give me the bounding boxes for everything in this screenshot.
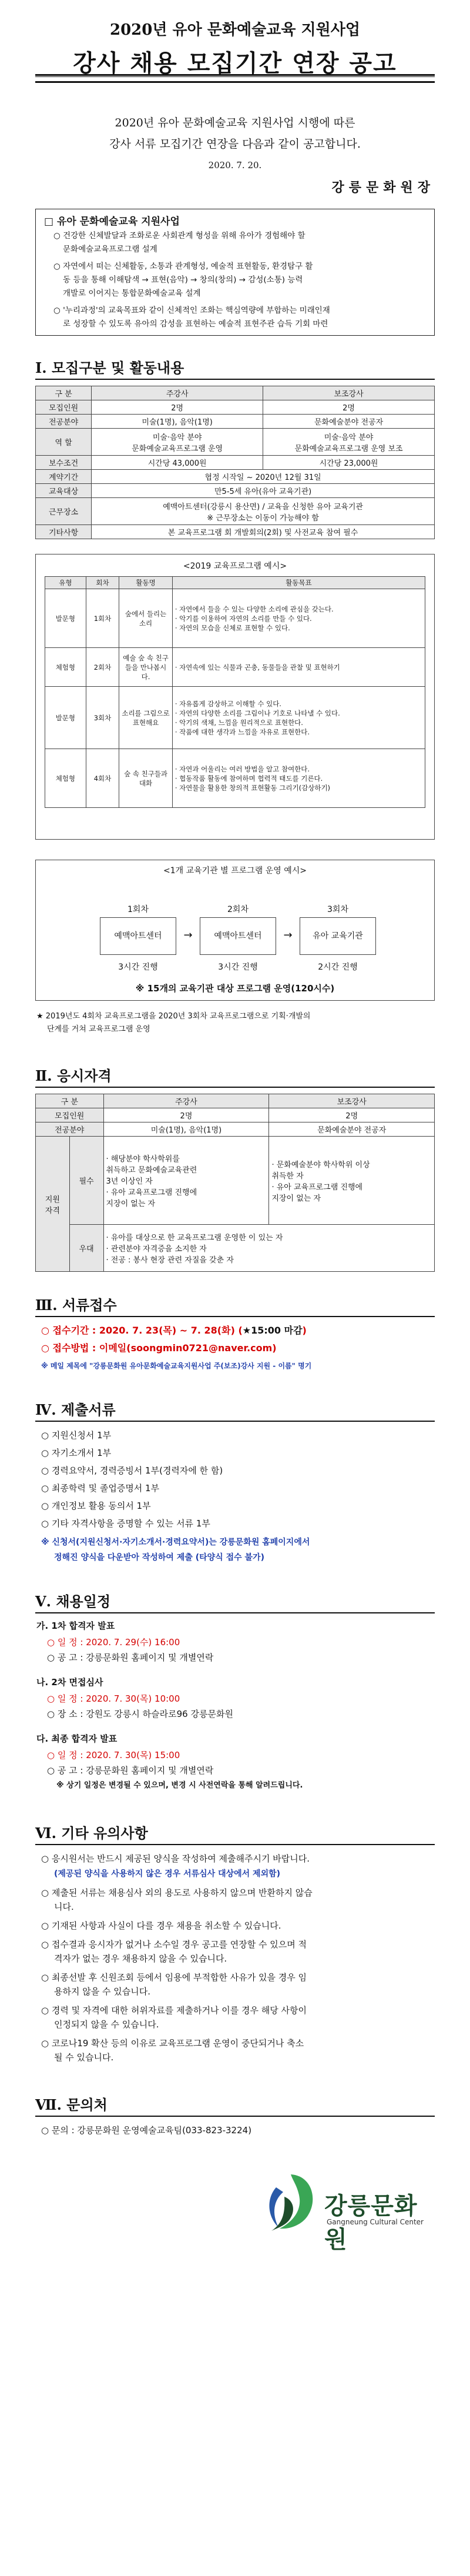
section-6-title: Ⅵ. 기타 유의사항 (35, 1825, 148, 1842)
table-cell: 전공분야 (36, 1122, 104, 1137)
program-cell: 3회차 (86, 687, 119, 749)
program-row (45, 687, 425, 749)
section-6-rule (35, 1844, 435, 1845)
apply-mail-note: ※ 메일 제목에 "강릉문화원 유아문화예술교육지원사업 주(보조)강사 지원 - 이름" 명기 (41, 1362, 312, 1370)
box-item: ○ 자연에서 떠는 신체활동, 소통과 관계형성, 예술적 표현활동, 환경탐구 활 (53, 262, 313, 271)
table-cell: 미술·음악 분야 문화예술교육프로그램 운영 (92, 429, 263, 456)
table-row (36, 498, 435, 525)
table-cell: 만5-5세 유아(유아 교육기관) (92, 484, 435, 498)
flow-place-1: 예맥아트센터 (100, 917, 176, 955)
contact-info: ○ 문의 : 강릉문화원 운영예술교육팀(033-823-3224) (41, 2125, 252, 2136)
table-row (36, 525, 435, 539)
program-cell: 소리를 그림으로 표현해요 (119, 687, 173, 749)
recruit-table (35, 386, 435, 539)
apply-period-close: ) (302, 1325, 307, 1336)
schedule-step-3: 다. 최종 합격자 발표 (36, 1733, 118, 1744)
title-rule-bottom (35, 81, 435, 83)
table-row (36, 1122, 435, 1137)
table-cell: 예맥아트센터(강릉시 용산면) / 교육을 신청한 유아 교육기관 ※ 근무장소는 이동이 가능해야 함 (92, 498, 435, 525)
table-cell: 미술(1명), 음악(1명) (92, 415, 263, 429)
caution-item: (제공된 양식을 사용하지 않은 경우 서류심사 대상에서 제외함) (54, 1869, 281, 1879)
table-cell: 협정 시작일 ~ 2020년 12월 31일 (92, 470, 435, 484)
program-cell: 예술 숲 속 친구들을 만나봅시다. (119, 648, 173, 687)
caution-item: ○ 경력 및 자격에 대한 허위자료를 제출하거나 이를 경우 해당 사항이 (41, 2005, 307, 2016)
schedule-notice-3: ○ 공 고 : 강릉문화원 홈페이지 및 개별연락 (47, 1765, 214, 1776)
gangneung-cultural-center-logo (258, 2170, 435, 2253)
table-header-row (36, 386, 435, 400)
table-cell: 2명 (263, 400, 435, 415)
schedule-date-text: ○ 일 정 : 2020. 7. 30(목) 15:00 (47, 1750, 180, 1760)
table-row (36, 1137, 435, 1225)
box-item: 로 성장할 수 있도록 유아의 감성을 표현하는 예술적 표현주관 습득 기회 마련 (63, 319, 328, 329)
table-row (36, 400, 435, 415)
caution-item: 인정되지 않을 수 있습니다. (54, 2019, 159, 2030)
document-item: ○ 지원신청서 1부 (41, 1430, 112, 1441)
section-3-rule (35, 1316, 435, 1317)
table-cell: 문화예술분야 전공자 (263, 415, 435, 429)
table-header-row (36, 1094, 435, 1108)
table-cell: · 유아를 대상으로 한 교육프로그램 운영한 이 있는 자 · 관련분야 자격증을 소지한 자 · 전공 : 봉사 현장 관련 자질을 갖춘 자 (103, 1225, 435, 1272)
table-cell: 모집인원 (36, 1108, 104, 1122)
schedule-notice-1: ○ 공 고 : 강릉문화원 홈페이지 및 개별연락 (47, 1652, 214, 1663)
schedule-step-1: 가. 1차 합격자 발표 (36, 1621, 115, 1631)
table-header-cell: 주강사 (92, 386, 263, 400)
document-item: ○ 자기소개서 1부 (41, 1448, 112, 1458)
section-1-title: Ⅰ. 모집구분 및 활동내용 (35, 359, 184, 376)
program-cell: · 자유롭게 감상하고 이해할 수 있다. · 자연의 다양한 소리를 그림이나 기호로 나타낼 수 있다. · 악기의 색채, 느낌을 원리적으로 표현한다. · 작품에 대한 생각과 느낌을 자유로 표현한다. (172, 687, 425, 749)
note-2019-line-2: 단계를 거쳐 교육프로그램 운영 (47, 1025, 150, 1034)
caution-item: ○ 코로나19 확산 등의 이유로 교육프로그램 운영이 중단되거나 축소 (41, 2038, 304, 2049)
box-item: 동 등을 통해 이해탐색 → 표현(음악) → 창의(창의) → 감성(소통) 능력 (63, 275, 303, 285)
program-header-cell: 활동목표 (172, 577, 425, 589)
caution-item: ○ 기재된 사항과 사실이 다를 경우 채용을 취소할 수 있습니다. (41, 1920, 281, 1931)
table-cell: 모집인원 (36, 400, 92, 415)
table-header-cell: 보조강사 (269, 1094, 435, 1108)
table-cell: 2명 (92, 400, 263, 415)
table-row (36, 1225, 435, 1272)
table-cell: 우대 (69, 1225, 103, 1272)
program-table (45, 576, 425, 808)
box-item: 문화예술교육프로그램 설계 (63, 245, 157, 254)
logo-subtitle: Gangneung Cultural Center (327, 2218, 424, 2226)
program-info-box (35, 209, 435, 336)
flow-round-2: 2회차 (227, 905, 249, 914)
table-cell: 본 교육프로그램 회 개발회의(2회) 및 사전교육 참여 필수 (92, 525, 435, 539)
table-row (36, 1108, 435, 1122)
qualification-table (35, 1094, 435, 1272)
caution-item: 될 수 있습니다. (54, 2052, 114, 2063)
section-2-rule (35, 1087, 435, 1088)
table-cell: 기타사항 (36, 525, 92, 539)
program-row (45, 648, 425, 687)
program-row (45, 589, 425, 648)
flow-arrow-icon: → (183, 929, 193, 941)
schedule-change-note: ※ 상기 일정은 변경될 수 있으며, 변경 시 사전연락을 통해 알려드립니다. (56, 1781, 303, 1790)
apply-method: ○ 접수방법 : 이메일(soongmin0721@naver.com) (41, 1342, 277, 1354)
section-3-title: Ⅲ. 서류접수 (35, 1297, 117, 1314)
schedule-place-2: ○ 장 소 : 강원도 강릉시 하슬라로96 강릉문화원 (47, 1709, 233, 1719)
table-header-cell: 보조강사 (263, 386, 435, 400)
box-item: 개발로 이어지는 통합문화예술교육 설계 (63, 289, 201, 298)
schedule-date-3 (47, 1749, 180, 1762)
apply-period-text: ○ 접수기간 : 2020. 7. 23(목) ~ 7. 28(화) ( (41, 1325, 243, 1336)
program-cell: · 자연속에 있는 식물과 곤충, 동물들을 관찰 및 표현하기 (172, 648, 425, 687)
schedule-date-text: ○ 일 정 : 2020. 7. 30(목) 10:00 (47, 1693, 180, 1704)
caution-item: 격자가 없는 경우 채용하지 않을 수 있습니다. (54, 1953, 227, 1964)
program-header-row (45, 577, 425, 589)
schedule-date-2 (47, 1692, 180, 1705)
program-header-cell: 유형 (45, 577, 86, 589)
table-cell: 필수 (69, 1137, 103, 1225)
table-cell: 시간당 23,000원 (263, 456, 435, 470)
section-4-title: Ⅳ. 제출서류 (35, 1401, 116, 1418)
table-cell: 지원 자격 (36, 1137, 70, 1272)
schedule-date-text: ○ 일 정 : 2020. 7. 29(수) 16:00 (47, 1637, 180, 1648)
document-item: ○ 개인정보 활용 동의서 1부 (41, 1501, 151, 1511)
logo-mark-icon (258, 2170, 323, 2240)
table-row (36, 415, 435, 429)
flow-caption: <1개 교육기관 별 프로그램 운영 예시> (163, 866, 307, 876)
caution-item: 용하지 않을 수 있습니다. (54, 1986, 150, 1997)
caution-item: ○ 접수결과 응시자가 없거나 소수일 경우 공고를 연장할 수 있으며 적 (41, 1939, 307, 1950)
program-header-cell: 회차 (86, 577, 119, 589)
program-header-cell: 활동명 (119, 577, 173, 589)
table-cell: 2명 (269, 1108, 435, 1122)
section-5-rule (35, 1612, 435, 1613)
document-item: ○ 기타 자격사항을 증명할 수 있는 서류 1부 (41, 1518, 210, 1529)
program-cell: 1회차 (86, 589, 119, 648)
flow-round-1: 1회차 (127, 905, 149, 914)
program-row (45, 749, 425, 808)
caution-item: ○ 최종선발 후 신원조회 등에서 임용에 부적합한 사유가 있을 경우 임 (41, 1972, 307, 1983)
table-cell: 교육대상 (36, 484, 92, 498)
program-cell: 숲에서 들리는 소리 (119, 589, 173, 648)
section-7-rule (35, 2116, 435, 2117)
table-row (36, 484, 435, 498)
box-item: ○ 건강한 신체발달과 조화로운 사회관계 형성을 위해 유아가 경험해야 할 (53, 231, 306, 240)
flow-time-3: 2시간 진행 (318, 963, 358, 972)
note-2019-line-1: ★ 2019년도 4회차 교육프로그램을 2020년 3회차 교육프로그램으로 기획·개발의 (36, 1012, 311, 1021)
section-1-rule (35, 379, 435, 380)
flow-arrow-icon: → (283, 929, 293, 941)
box-heading: □ 유아 문화예술교육 지원사업 (44, 216, 180, 228)
deadline-mark: ★15:00 마감 (242, 1325, 303, 1336)
notice-date: 2020. 7. 20. (208, 160, 262, 171)
table-cell: 2명 (103, 1108, 269, 1122)
table-cell: · 해당분야 학사학위를 취득하고 문화예술교육관련 3년 이상인 자 · 유아 교육프로그램 진행에 지장이 없는 자 (103, 1137, 269, 1225)
section-5-title: Ⅴ. 채용일정 (35, 1593, 111, 1610)
program-cell: 2회차 (86, 648, 119, 687)
table-header-cell: 주강사 (103, 1094, 269, 1108)
schedule-step-2: 나. 2차 면접심사 (36, 1677, 103, 1688)
document-item: ○ 경력요약서, 경력증빙서 1부(경력자에 한 함) (41, 1465, 223, 1476)
document-note-2: 정해진 양식을 다운받아 작성하여 제출 (타양식 접수 불가) (54, 1553, 264, 1562)
main-title: 강사 채용 모집기간 연장 공고 (73, 49, 397, 77)
table-cell: 미술(1명), 음악(1명) (103, 1122, 269, 1137)
caution-item: 니다. (54, 1902, 74, 1912)
intro-line-1: 2020년 유아 문화예술교육 지원사업 시행에 따른 (115, 116, 355, 129)
table-cell: 역 할 (36, 429, 92, 456)
program-cell: · 자연과 어울리는 여러 방법을 알고 참여한다. · 협동작품 활동에 참여하며 협력적 태도를 기른다. · 자연물을 활용한 창의적 표현활동 그리기(감상하기) (172, 749, 425, 808)
program-cell: 체험형 (45, 648, 86, 687)
table-cell: 보수조건 (36, 456, 92, 470)
flow-time-2: 3시간 진행 (218, 963, 258, 972)
table-row (36, 470, 435, 484)
program-cell: 체험형 (45, 749, 86, 808)
section-4-rule (35, 1421, 435, 1422)
flow-place-3: 유아 교육기관 (300, 917, 376, 955)
table-header-cell: 구 분 (36, 386, 92, 400)
caution-item: ○ 응시원서는 반드시 제공된 양식을 작성하여 제출해주시기 바랍니다. (41, 1853, 310, 1864)
flow-place-2: 예맥아트센터 (200, 917, 276, 955)
table-cell: 전공분야 (36, 415, 92, 429)
table-cell: 문화예술분야 전공자 (269, 1122, 435, 1137)
intro-line-2: 강사 서류 모집기간 연장을 다음과 같이 공고합니다. (109, 138, 361, 151)
program-cell: · 자연에서 들을 수 있는 다양한 소리에 관심을 갖는다. · 악기를 이용하여 자연의 소리를 만들 수 있다. · 자연의 모습을 신체로 표현할 수 있다. (172, 589, 425, 648)
table-cell: 시간당 43,000원 (92, 456, 263, 470)
organization-signature: 강릉문화원장 (331, 180, 435, 195)
document-item: ○ 최종학력 및 졸업증명서 1부 (41, 1483, 160, 1494)
program-cell: 4회차 (86, 749, 119, 808)
table-cell: 미술·음악 분야 문화예술교육프로그램 운영 보조 (263, 429, 435, 456)
table-header-cell: 구 분 (36, 1094, 104, 1108)
apply-period (41, 1324, 307, 1337)
flow-time-1: 3시간 진행 (118, 963, 158, 972)
program-caption: <2019 교육프로그램 예시> (183, 562, 287, 571)
section-2-title: Ⅱ. 응시자격 (35, 1067, 112, 1084)
table-cell: 계약기간 (36, 470, 92, 484)
flow-round-3: 3회차 (327, 905, 348, 914)
caution-item: ○ 제출된 서류는 채용심사 외의 용도로 사용하지 않으며 반환하지 않습 (41, 1887, 313, 1898)
table-cell: · 문화예술분야 학사학위 이상 취득한 자 · 유아 교육프로그램 진행에 지장이 없는 자 (269, 1137, 435, 1225)
box-item: ○ '누리과정'의 교육목표와 같이 신체적인 조화는 핵심역량에 부합하는 미래인재 (53, 306, 330, 315)
schedule-date-1 (47, 1636, 180, 1649)
title-rule-thin-top (35, 76, 435, 77)
section-7-title: Ⅶ. 문의처 (35, 2096, 108, 2113)
top-title: 2020년 유아 문화예술교육 지원사업 (109, 21, 361, 39)
document-note-1: ※ 신청서(지원신청서·자기소개서·경력요약서)는 강릉문화원 홈페이지에서 (41, 1538, 310, 1547)
flow-note: ※ 15개의 교육기관 대상 프로그램 운영(120시수) (135, 983, 335, 994)
table-row (36, 429, 435, 456)
program-cell: 발문형 (45, 589, 86, 648)
table-cell: 근무장소 (36, 498, 92, 525)
program-cell: 발문형 (45, 687, 86, 749)
table-row (36, 456, 435, 470)
program-cell: 숲 속 친구들과 대화 (119, 749, 173, 808)
logo-name: 강릉문화원 (324, 2193, 418, 2253)
